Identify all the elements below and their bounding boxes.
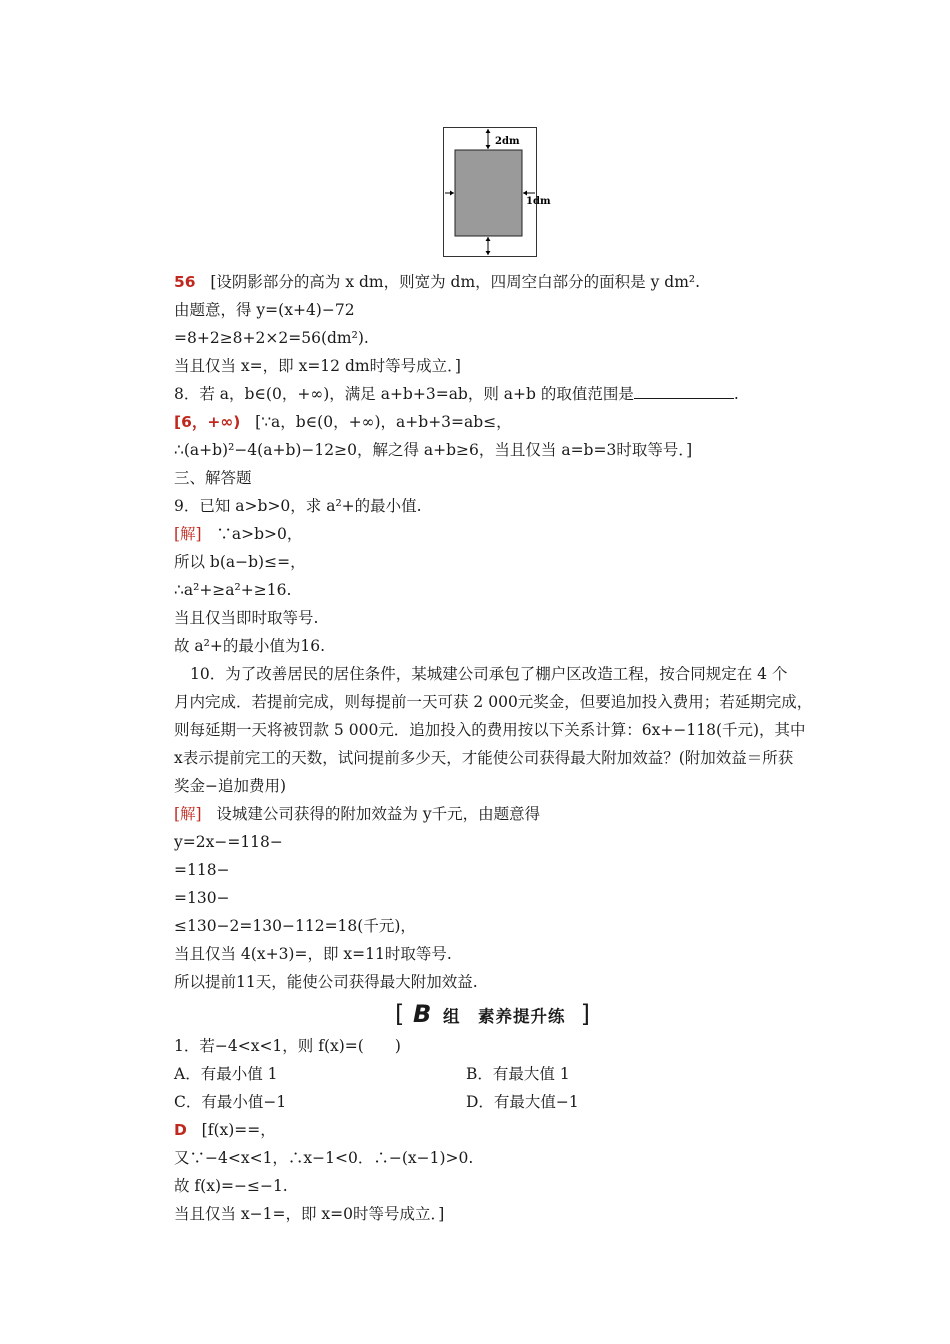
q9-line-1: [174, 524, 302, 544]
q9-question: 9．已知 a>b>0，求 a²+的最小值.: [174, 497, 422, 515]
q10-para-5: 奖金−追加费用): [174, 777, 287, 795]
diagram-svg: [443, 127, 551, 257]
q7-line-4: 当且仅当 x=，即 x=12 dm时等号成立．]: [174, 357, 461, 375]
b1-option-b: B．有最大值 1: [466, 1065, 570, 1083]
b1-option-c: C．有最小值−1: [174, 1093, 287, 1111]
group-b-banner: [395, 1000, 590, 1026]
q10-step-4: ≤130−2=130−112=18(千元)，: [174, 917, 416, 935]
q9-line-2: 所以 b(a−b)≤=，: [174, 553, 306, 571]
b1-answer: D: [174, 1121, 187, 1139]
b1-line-1: [174, 1120, 276, 1140]
q10-step-1: y=2x−=118−: [174, 833, 283, 851]
q7-line-2: 由题意，得 y=(x+4)−72: [174, 301, 355, 319]
b1-line-4: 当且仅当 x−1=，即 x=0时等号成立．]: [174, 1205, 445, 1223]
shaded-rect: [455, 150, 522, 236]
b1-line-2: 又∵−4<x<1，∴x−1<0．∴−(x−1)>0.: [174, 1149, 474, 1167]
q10-para-2: 月内完成．若提前完成，则每提前一天可获 2 000元奖金，但要追加投入费用；若延期完成，: [174, 693, 813, 711]
q8-answer-blank: [634, 384, 734, 399]
label-1dm: 1dm: [526, 196, 551, 207]
q9-line-3: ∴a²+≥a²+≥16.: [174, 581, 292, 599]
banner-left-bracket: [: [395, 1000, 405, 1028]
q7-line-1: [174, 272, 700, 292]
q9-text-1: ∵a>b>0，: [216, 525, 303, 543]
q10-step-6: 所以提前11天，能使公司获得最大附加效益.: [174, 973, 478, 991]
q10-step-3: =130−: [174, 889, 230, 907]
b1-text-1: [f(x)==，: [201, 1121, 276, 1139]
q10-solve-line: [174, 804, 540, 824]
q9-line-5: 故 a²+的最小值为16.: [174, 637, 326, 655]
q7-text-1: [设阴影部分的高为 x dm，则宽为 dm，四周空白部分的面积是 y dm².: [210, 273, 701, 291]
q7-line-3: =8+2≥8+2×2=56(dm²).: [174, 329, 369, 347]
q10-step-2: =118−: [174, 861, 230, 879]
banner-right-bracket: ]: [580, 1000, 590, 1028]
q7-answer: 56: [174, 273, 196, 291]
b1-option-d: D．有最大值−1: [466, 1093, 579, 1111]
q8-line-2: ∴(a+b)²−4(a+b)−12≥0，解之得 a+b≥6，当且仅当 a=b=3时取等号．]: [174, 441, 693, 459]
q8-answer: [6，+∞): [174, 413, 241, 431]
q8-question: [174, 384, 739, 404]
banner-title: 组 素养提升练: [443, 1007, 566, 1026]
section-heading: 三、解答题: [174, 469, 252, 487]
b1-line-3: 故 f(x)=−≤−1.: [174, 1177, 288, 1195]
q8-question-text: 8．若 a，b∈(0，+∞)，满足 a+b+3=ab，则 a+b 的取值范围是: [174, 385, 634, 403]
q9-line-4: 当且仅当即时取等号.: [174, 609, 319, 627]
q10-solve-text: 设城建公司获得的附加效益为 y千元，由题意得: [216, 805, 541, 823]
q9-solve-tag: [解]: [174, 525, 202, 543]
q10-para-3: 则每延期一天将被罚款 5 000元．追加投入的费用按以下关系计算：6x+−118(千元)，其中: [174, 721, 806, 739]
q10-solve-tag: [解]: [174, 805, 202, 823]
q8-question-end: .: [733, 385, 739, 403]
b1-question: 1．若−4<x<1，则 f(x)=( ): [174, 1037, 401, 1055]
q10-para-1: 10．为了改善居民的居住条件，某城建公司承包了棚户区改造工程，按合同规定在 4 个: [190, 665, 788, 683]
q8-line-1: [174, 412, 512, 432]
q10-step-5: 当且仅当 4(x+3)=，即 x=11时取等号.: [174, 945, 452, 963]
q8-text-1: [∵a，b∈(0，+∞)，a+b+3=ab≤，: [255, 413, 512, 431]
q10-para-4: x表示提前完工的天数，试问提前多少天，才能使公司获得最大附加效益？(附加效益＝所获: [174, 749, 794, 767]
diagram-figure: [443, 127, 551, 257]
b1-option-a: A．有最小值 1: [174, 1065, 278, 1083]
banner-b-mark: B: [413, 1000, 432, 1028]
label-2dm: 2dm: [495, 136, 520, 147]
